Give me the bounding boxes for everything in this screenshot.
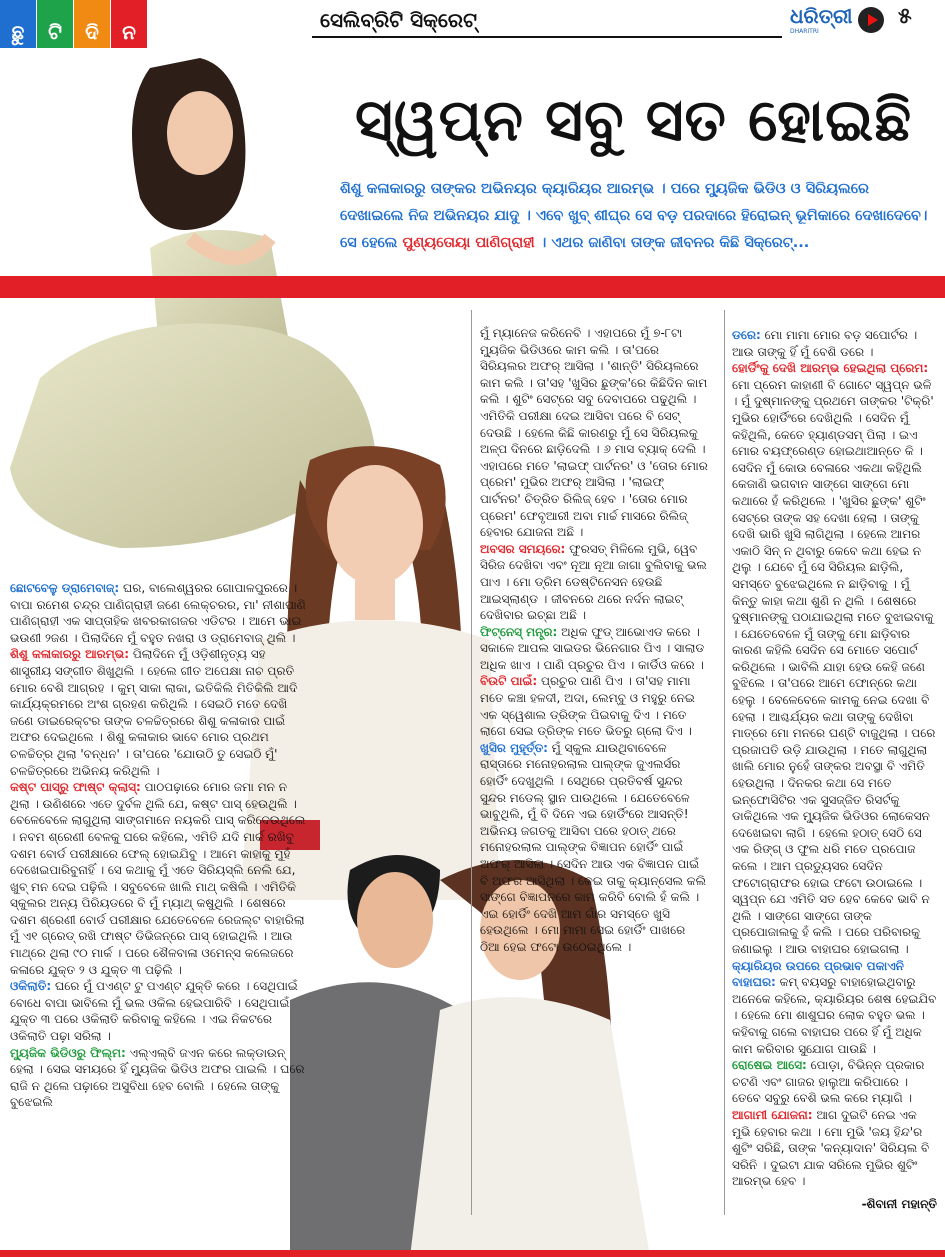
footer-red-band — [0, 1250, 945, 1257]
subhead: ଅବସର ସମୟରେ: — [480, 541, 566, 556]
paragraph-text: ଘର, ବାଲେଶ୍ୱରର ଗୋପାଳପୁରରେ । ବାପା ରମେଶ ଚନ୍ଦ୍ର ପାଣିଗ୍ରାହୀ ଜଣେ ଲେକ୍ଚରର, ମା' ନୀଶାପାଣି ପାଣିଗ୍ରାହୀ ଏକ ସାପ୍ତାହିକ ଖବରକାଗଜର ଏଡିଟର । ଆମେ ଭାଇ ଭଉଣୀ ୨ଜଣ । ପିଲାଦିନେ ମୁଁ ବହୁତ ନଖରା ଓ ଡ୍ରାମେବାଜ୍ ଥିଲି । — [10, 581, 306, 645]
intro-tail: । ଏଥର ଜାଣିବା ତାଙ୍କ ଜୀବନର କିଛି ସିକ୍ରେଟ୍... — [539, 235, 810, 251]
paragraph — [732, 1057, 937, 1107]
column-divider-2 — [724, 310, 725, 1215]
paragraph — [480, 624, 708, 674]
paragraph-text: ମୋ ପ୍ରେମ କାହାଣୀ ବି ଗୋଟେ ସ୍ୱପ୍ନ ଭଳି । ମୁଁ ଦୁଷ୍ମାନଙ୍କୁ ପ୍ରଥମେ ତାଙ୍କର 'ଟିକ୍ରି' ମୁଭିର ହୋର୍ଡିଂରେ ଦେଖିଥିଲି । ସେଦିନ ମୁଁ କହିଥିଲି, କେତେ ହ୍ୟାଣ୍ଡସମ୍ ପିଲା । ଇଏ ମୋର ବୟଫ୍ରେଣ୍ଡ ହୋଇଥାଆନ୍ତେ କି । ସେଦିନ ମୁଁ କୋଉ ବେଳାରେ ଏକଥା କହିଥିଲି କେଜାଣି ଭଗବାନ ସାଙ୍ଗେ ସାଙ୍ଗେ ମୋ କଥାରେ ହଁ କରିଥିଲେ । 'ଖୁସିର ଛୁଙ୍କ' ଶୁଟିଂ ସେଟ୍‌ରେ ତାଙ୍କ ସହ ଦେଖା ହେଲା । ତାଙ୍କୁ ଦେଖି ଭାରି ଖୁସି ଲାଗିଥିଲା । ହେଲେ ଆମର ଏକାଠି ସିନ୍ ନ ଥିବାରୁ କେବେ କଥା ହେଇ ନ ଥିଲୁ । ଯେବେ ମୁଁ ସେ ସିରିୟଲ ଛାଡ଼ିଲି, ସମସ୍ତେ ବୁଝେଇଥିଲେ ନ ଛାଡ଼ିବାକୁ । ମୁଁ କିନ୍ତୁ କାହା କଥା ଶୁଣି ନ ଥିଲି । ଶେଷରେ ଦୁଷ୍ମାନଙ୍କୁ ପଠାଯାଇଥିଲା ମତେ ବୁଝାଇବାକୁ । ଯେତେବେଳେ ମୁଁ ତାଙ୍କୁ ମୋ ଛାଡ଼ିବାର କାରଣ କହିଲି ସେଦିନ ସେ ମୋତେ ସପୋର୍ଟ କରିଥିଲେ । ଭାବିଲି ଯାହା ହେଉ କେହି ଜଣେ ବୁଝିଲେ । ତା'ପରେ ଆମେ ଫୋନ୍‌ରେ କଥା ହେଲୁ । ବେଳେବେଳେ କାମକୁ ନେଇ ଦେଖା ବି ହେଲା । ଆଶ୍ଚର୍ଯ୍ୟର କଥା ତାଙ୍କୁ ଦେଖିବା ମାତ୍ରେ ମୋ ମନରେ ଘଣ୍ଟି ବାଜୁଥିଲା । ପରେ ପ୍ରଜାପତି ଉଡ଼ି ଯାଉଥିଲା । ମତେ ଲାଗୁଥିଲା ଖାଲି ମୋର ନୁହେଁ ତାଙ୍କର ଅବସ୍ଥା ବି ଏମିତି ହେଉଥିଲା । ଦିନକର କଥା ସେ ମତେ ଇନ୍‌ଫୋସିଟିର ଏକ ସୁସଜ୍ଜିତ ରିସର୍ଟକୁ ଡାକିଥିଲେ ଏକ ମ୍ୟୁଜିକ ଭିଡିଓର ଲୋକେସନ ଦେଖେଇବା ଲାଗି । ହେଲେ ହଠାତ୍ ସେଠି ସେ ଏକ ରିଙ୍ଗ୍ ଓ ଫୁଲ ଧରି ମତେ ପ୍ରପୋଜ କଲେ । ଆମ ପ୍ରଡ୍ୟୁସର ସେଦିନ ଫଟୋଗ୍ରାଫର ହୋଇ ଫଟୋ ଉଠାଇଲେ । ସ୍ୱପ୍ନ ଯେ ଏମିତି ସତ ହେବ କେବେ ଭାବି ନ ଥିଲି । ସାଙ୍ଗେ ସାଙ୍ଗେ ତାଙ୍କ ପ୍ରପୋଜାଲକୁ ହଁ କଲି । ପରେ ପରିବାରକୁ ଜଣାଇଲୁ । ଆଉ ବାହାଘର ହୋଇଗଲା । — [732, 377, 936, 956]
paragraph — [732, 360, 937, 957]
masthead-rule — [312, 36, 782, 38]
subhead: ବିଉଟି ପାଇଁ: — [480, 674, 538, 689]
intro-text: ଶିଶୁ କଳାକାରରୁ ତାଙ୍କର ଅଭିନୟର କ୍ୟାରିୟର ଆରମ୍ଭ । ପରେ ମ୍ୟୁଜିକ ଭିଡିଓ ଓ ସିରିୟଲରେ ଦେଖାଇଲେ ନିଜ ଅଭିନୟର ଯାଦୁ । ଏବେ ଖୁବ୍ ଶୀଘ୍ର ସେ ବଡ଼ ପରଦାରେ ହିରୋଇନ୍ ଭୂମିକାରେ ଦେଖାଦେବେ। ସେ ହେଲେ — [340, 181, 928, 251]
subhead: ହୋର୍ଡିଂକୁ ଦେଖି ଆରମ୍ଭ ହେଇଥିଲା ପ୍ରେମ: — [732, 361, 929, 376]
paragraph — [732, 958, 937, 1058]
brand-logo — [790, 4, 884, 35]
paragraph — [480, 673, 708, 739]
paragraph — [10, 646, 308, 779]
subhead: ଖୁସିର ମୁହୂର୍ତ୍ତ: — [480, 740, 548, 755]
intro-name: ପୁଣ୍ୟତୋୟା ପାଣିଗ୍ରାହୀ — [402, 235, 535, 251]
paragraph-text: ଫୁରସତ୍ ମିଳିଲେ ମୁଭି, ୱେବ ସିରିଜ ଦେଖିବା ଏବଂ ନୂଆ ନୂଆ ଜାଗା ବୁଲିବାକୁ ଭଲ ପାଏ । ମୋ ଡ୍ରିମ ଡେଷ୍ଟିନେସନ ହେଉଛି ଆଇସ୍‌ଲାଣ୍ଡ । ଜୀବନରେ ଥରେ ନର୍ଦନ ଲାଇଟ୍ ଦେଖିବାର ଇଚ୍ଛା ଅଛି । — [480, 541, 707, 623]
brand-name: ଧରିତ୍ରୀ — [790, 4, 853, 28]
subhead: ଓକିଲାତି: — [10, 979, 52, 994]
paragraph — [10, 1045, 308, 1111]
paragraph-text: ଅଧିକ ଫୁଡ୍ ଆଭୋଏଡ କରେ । ସକାଳେ ଆପଲ ସାଇଡର ଭିନେଗାର ପିଏ । ସାଲାଡ ଅଧିକ ଖାଏ । ପାଣି ପ୍ରଚୁର ପିଏ । କାର୍ଡିଓ କରେ । — [480, 624, 705, 672]
paragraph — [480, 740, 708, 956]
paragraph-text: ପୋଡ଼ା, ବିଭିନ୍ନ ପ୍ରକାର ଚଟଣି ଏବଂ ଗାଜର ହାଲୁଆ କରିପାରେ । ତେବେ ସବୁରୁ ବେଶି ଭଲ କରେ ମ୍ୟାଗି । — [732, 1058, 925, 1106]
subhead: କଷ୍ଟ ପାସ୍‌ରୁ ଫାଷ୍ଟ କ୍ଲାସ୍: — [10, 780, 141, 795]
tile-4: ନ — [111, 0, 147, 64]
paragraph — [732, 327, 937, 360]
paragraph — [480, 541, 708, 624]
subhead: ରୋଷେଇ ଆସେ: — [732, 1058, 807, 1073]
tile-3: ଦି — [74, 0, 110, 64]
paragraph-text: କମ୍ ବୟସରୁ ବାହାହୋଇଥିବାରୁ ଅନେକେ କହିଲେ, କ୍ୟାରିୟର ଶେଷ ହେଇଯିବ । ହେଲେ ମୋ ଶାଶୁଘର ଲୋକ ବହୁତ ଭଲ । କହିବାକୁ ଗଲେ ବାହାଘର ପରେ ହିଁ ମୁଁ ଅଧିକ କାମ କରିବାର ସୁଯୋଗ ପାଉଛି । — [732, 975, 937, 1056]
paragraph — [732, 1107, 937, 1190]
paragraph-text: ମୋ ମାମା ମୋର ବଡ଼ ସପୋର୍ଟର । ଆଉ ତାଙ୍କୁ ହିଁ ମୁଁ ବେଶି ଡରେ । — [732, 328, 918, 359]
paragraph — [10, 580, 308, 646]
paragraph — [10, 779, 308, 978]
subhead: ମ୍ୟୁଜିକ ଭିଡିଓରୁ ଫିଲ୍ମ: — [10, 1045, 126, 1060]
byline: -ଶିବାନୀ ମହାନ୍ତି — [861, 1196, 937, 1211]
paragraph-text: ଆଗ ଦୁଇଟି ନେଇ ଏକ ମୁଭି ହେବାର କଥା । ମୋ ମୁଭି 'ଜୟ ହିନ୍ଦ'ର ଶୁଟିଂ ସରିଛି, ତାଙ୍କ 'କନ୍ୟାଦାନ' ସିରିୟଲ ବି ସରିନି । ଦୁଇଟା ଯାକ ସରିଲେ ମୁଭିର ଶୁଟିଂ ଆରମ୍ଭ ହେବ । — [732, 1107, 930, 1189]
header-red-band — [0, 276, 945, 298]
paragraph — [480, 325, 708, 541]
subhead: ଛୋଟବେଳୁ ଡ୍ରାମେବାଜ୍: — [10, 581, 120, 595]
page-number: ୫ — [898, 4, 912, 29]
paragraph-text: ପିଲାଦିନେ ମୁଁ ଓଡ଼ିଶୀନୃତ୍ୟ ସହ ଶାସ୍ତ୍ରୀୟ ସଙ୍ଗୀତ ଶିଖୁଥିଲି । ହେଲେ ଗୀତ ଅପେକ୍ଷା ନାଚ ପ୍ରତି ମୋର ବେଶି ଆଗ୍ରହ । କୁମ୍ ସାକା ଲାକା, ଇତିକିଲି ମିତିକିଲି ଆଦି କାର୍ଯ୍ୟକ୍ରମରେ ଅଂଶ ଗ୍ରହଣ କରିଥିଲି । ସେଇଠି ମତେ ଦେଖି ଜଣେ ଡାଇରେକ୍ଟର ତାଙ୍କ ଚଳଚ୍ଚିତ୍ରରେ ଶିଶୁ କଳାକାର ପାଇଁ ଅଫର ଦେଇଥିଲେ । ଶିଶୁ କଳାକାର ଭାବେ ମୋର ପ୍ରଥମ ଚଳଚ୍ଚିତ୍ର ଥିଲା 'ବନ୍ଧନ' । ତା'ପରେ 'ଯୋଉଠି ତୁ ସେଇଠି ମୁଁ' ଚଳଚ୍ଚିତ୍ରରେ ଅଭିନୟ କରିଥିଲି । — [10, 647, 298, 778]
column-divider-1 — [471, 310, 472, 1215]
paragraph-text: ମୁଁ ସ୍କୁଲ ଯାଉଥିବାବେଳେ ରାସ୍ତାରେ ମନୋହରଲାଲ ପାଲ୍ଙ୍କ ଜୁଏଲର୍ସର ହୋର୍ଡିଂ ଦେଖୁଥିଲି । ସେଥିରେ ପ୍ରତିବର୍ଷ ସୁନ୍ଦର ସୁନ୍ଦର ମଡେଲ୍ ସ୍ଥାନ ପାଉଥିଲେ । ଯେତେବେଳେ ଭାବୁଥିଲି, ମୁଁ ବି ଦିନେ ଏଇ ହୋର୍ଡିଂରେ ଆସନ୍ତି! ଅଭିନୟ ଜଗତକୁ ଆସିବା ପରେ ହଠାତ୍ ଥରେ ମନୋହରଲାଲ ପାଲ୍ଙ୍କ ବିଜ୍ଞାପନ ହୋର୍ଡିଂ ପାଇଁ ଅଫର୍ ଆସିଲା । ସେଦିନ ଆଉ ଏକ ବିଜ୍ଞାପନ ପାଇଁ ବି ଅଫର ଆସିଥିଲା । କେଇ ତାକୁ କ୍ୟାନ୍ସେଲ କଲି ସାଙ୍ଗେ ବିଜ୍ଞାପନରେ କାମ କରିବି ବୋଲି ହଁ କଲି । ଏଇ ହୋର୍ଡିଂ ଦେଖି ଆମ ଗାଁର ସମସ୍ତେ ଖୁସି ହେଉଥିଲେ । ମୋ ମାମା ସେଇ ହୋର୍ଡିଂ ପାଖରେ ଠିଆ ହେଇ ଫଟୋ ଉଠେଇଥିଲେ । — [480, 740, 707, 954]
article-column-1 — [10, 580, 308, 1111]
article-column-2 — [480, 325, 708, 956]
subhead: କ୍ୟାରିୟର ଉପରେ ପ୍ରଭାବ ପକାଏନି ବାହାଘର: — [732, 958, 904, 990]
tile-1: ଛୁ — [0, 0, 36, 64]
subhead: ଫିଟ୍‌ନେସ୍ ମନ୍ତ୍ର: — [480, 624, 558, 639]
paragraph-text: ପାଠପଢ଼ାରେ ମୋର ଜମା ମନ ନ ଥିଲା । ଉଣିଶରେ ଏତେ ଦୁର୍ବଳ ଥିଲି ଯେ, କଷ୍ଟ ପାସ୍ ହେଉଥିଲି । ବେଳେବେଳେ ଲାଗୁଥିଲା ସାଙ୍ଗମାନେ ନୟକରି ପାସ୍ କରିଦେଉଥିଲେ । ନବମ ଶ୍ରେଣୀ ବେଳକୁ ଘରେ କହିଲେ, ଏମିତି ଯଦି ମାର୍କ ରଖିବୁ ଦଶମ ବୋର୍ଡ ପରୀକ୍ଷାରେ ଫେଲ୍ ହୋଇଯିବୁ । ଆମେ କାହାକୁ ମୁହଁ ଦେଖେଇପାରିବୁନାହିଁ । ସେ କଥାକୁ ମୁଁ ଏତେ ସିରିୟସ୍‌ଲି ନେଲି ଯେ, ଖୁବ୍ ମନ ଦେଇ ପଢ଼ିଲି । ସବୁବେଳେ ଖାଲି ମାଥ୍ କଷିଲି । ଏମିତିକି ସ୍କୁଲର ଅନ୍ୟ ପିରିୟଡରେ ବି ମୁଁ ମ୍ୟାଥ୍ କଷୁଥିଲି । ଶେଷରେ ଦଶମ ଶ୍ରେଣୀ ବୋର୍ଡ ପରୀକ୍ଷାର ଯେତେବେଳେ ରେଜଲ୍ଟ ବାହାରିଲା ମୁଁ ଏ୧ ଗ୍ରେଡ୍ ରଖି ଫାଷ୍ଟ ଡିଭିଜନ୍‌ରେ ପାସ୍ ହୋଇଥିଲି । ଆଉ ମାଥ୍‌ରେ ଥିଲା ୯୦ ମାର୍କ । ପରେ ଶୈଳବାଳା ଓମେନ୍ସ କଲେଜରେ କଳାରେ ଯୁକ୍ତ ୨ ଓ ଯୁକ୍ତ ୩ ପଢ଼ିଲି । — [10, 780, 306, 977]
paragraph — [10, 978, 308, 1044]
intro-standfirst — [340, 176, 932, 257]
subhead: ଶିଶୁ କଳାକାରରୁ ଆରମ୍ଭ: — [10, 647, 129, 662]
section-title: ସେଲିବ୍ରିଟି ସିକ୍ରେଟ୍ — [320, 8, 477, 32]
play-icon — [858, 7, 884, 33]
brand-sub: DHARITRI — [790, 28, 819, 35]
paragraph-text: ଏଲ୍‌ଏଲ୍‌ବି ଜଏନ କରେ ଲକ୍‌ଡାଉନ୍ ହେଲା । ସେଇ ସମୟରେ ହିଁ ମ୍ୟୁଜିକ ଭିଡିଓ ଅଫର ପାଇଲି । ଘରେ ରାଜି ନ ଥିଲେ ପଢ଼ାରେ ଅସୁବିଧା ହେବ ବୋଲି । ହେଲେ ତାଙ୍କୁ ବୁଝେଇଲି — [10, 1045, 305, 1110]
article-column-3 — [732, 327, 937, 1212]
paragraph-text: ପ୍ରଚୁର ପାଣି ପିଏ । ତା'ସହ ମାମା ମତେ କଞ୍ଚା ହଳଦୀ, ଅଦା, ଲେମ୍ବୁ ଓ ମହୁରୁ ନେଇ ଏକ ସ୍ୱେଶାଲ ଡ୍ରିଙ୍କ ପିଇବାକୁ ଦିଏ । ମତେ ଲାଗେ ସେଇ ଡ୍ରିଙ୍କ ମତେ ଭିତରୁ ଗ୍ଲୋ ଦିଏ । — [480, 674, 695, 739]
page-title: ସ୍ୱପ୍ନ ସବୁ ସତ ହୋଇଛି — [355, 86, 913, 154]
paragraph-text: ମୁଁ ମ୍ୟାନେଜ କରିନେବି । ଏହାପରେ ମୁଁ ୭-୮ଟା ମ୍ୟୁଜିକ ଭିଡିଓରେ କାମ କଲି । ତା'ପରେ ସିରିୟଲର ଅଫର୍ ଆସିଲା । 'ଶାନ୍ତି' ସିରିୟଲରେ କାମ କଲି । ତା'ସହ 'ଖୁସିର ଛୁଙ୍କ'ରେ କିଛିଦିନ କାମ କଲି । ଶୁଟିଂ ସେଟ୍‌ରେ ସବୁ ଦେବାପରେ ପଢୁଥିଲି । ଏମିତିକି ପରୀକ୍ଷା ଦେଇ ଆସିବା ପରେ ବି ସେଟ୍ ଦେଉଛି । ହେଲେ କିଛି କାରଣରୁ ମୁଁ ସେ ସିରିୟଲକୁ ଅଳ୍ପ ଦିନରେ ଛାଡ଼ିଦେଲି । ୬ ମାସ ବ୍ୟାକ୍ ଦେଲି । ଏହାପରେ ମତେ 'ଲାଇଫ୍ ପାର୍ଟନର' ଓ 'ତୋର ମୋର ପ୍ରେମ' ମୁଭିର ଅଫର୍ ଆସିଲା । 'ଲାଇଫ୍ ପାର୍ଟନର' ଚିତ୍ରିତ ରିଲିଜ୍ ହେବ । 'ତୋର ମୋର ପ୍ରେମ' ଫେବୃଆରୀ ଅବା ମାର୍ଚ୍ଚ ମାସରେ ରିଲିଜ୍ ହେବାର ଯୋଜନା ଅଛି । — [480, 326, 708, 540]
paragraph-text: ଘରେ ମୁଁ ପଏଣ୍ଟ ଟୁ ପଏଣ୍ଟ ଯୁକ୍ତି କରେ । ସେଥିପାଇଁ ବୋଧେ ବାପା ଭାବିଲେ ମୁଁ ଭଲ ଓକିଲ ହେଇପାରିବି । ସେଥିପାଇଁ ଯୁକ୍ତ ୩ ପରେ ଓକିଲାତି କରିବାକୁ କହିଲେ । ଏଇ ନିକଟରେ ଓକିଲାତି ପଢ଼ା ସରିଲା । — [10, 979, 298, 1044]
subhead: ଆଗାମୀ ଯୋଜନା: — [732, 1107, 813, 1122]
subhead: ଡରେ: — [732, 328, 761, 342]
tile-2: ଟି — [37, 0, 73, 64]
